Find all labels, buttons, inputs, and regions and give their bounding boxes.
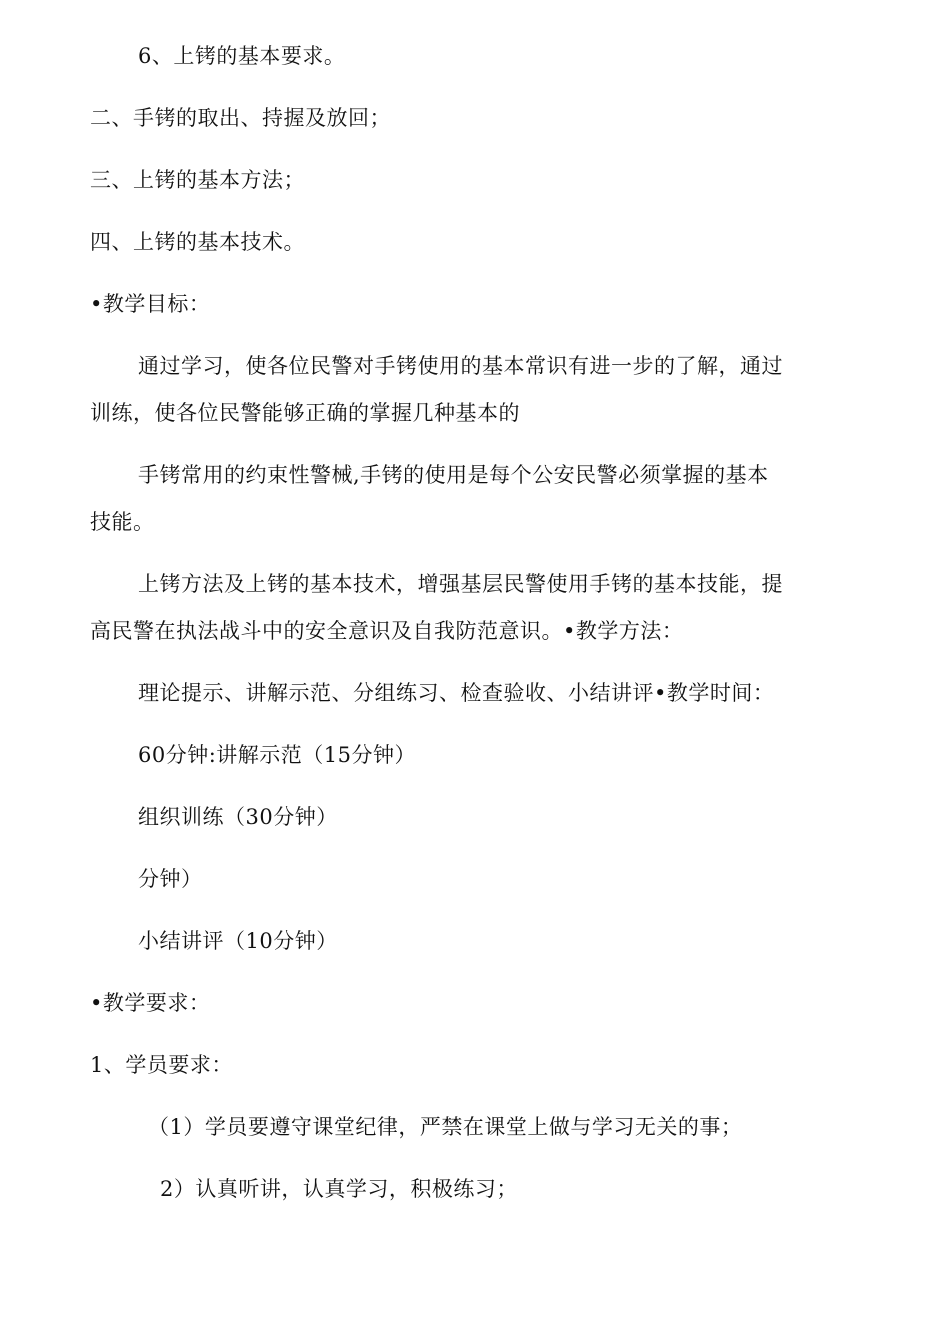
text-line: 分钟）	[138, 867, 203, 891]
text-line: 四、上铐的基本技术。	[90, 230, 305, 254]
text-line: 通过学习，使各位民警对手铐使用的基本常识有进一步的了解，通过	[138, 354, 783, 378]
text-line: 二、手铐的取出、持握及放回；	[90, 106, 391, 130]
text-line: 1、学员要求：	[90, 1053, 233, 1077]
text-line: 三、上铐的基本方法；	[90, 168, 305, 192]
text-line: 60分钟:讲解示范（15分钟）	[138, 743, 417, 767]
text-line: 理论提示、讲解示范、分组练习、检查验收、小结讲评•教学时间：	[138, 681, 775, 705]
text-line: 上铐方法及上铐的基本技术，增强基层民警使用手铐的基本技能，提	[138, 572, 783, 596]
text-line: （1）学员要遵守课堂纪律，严禁在课堂上做与学习无关的事；	[148, 1115, 743, 1139]
text-line: 小结讲评（10分钟）	[138, 929, 338, 953]
text-line: 2）认真听讲，认真学习，积极练习；	[160, 1177, 518, 1201]
text-line: 6、上铐的基本要求。	[138, 44, 346, 68]
section-heading: •教学目标：	[90, 292, 211, 316]
text-line: 高民警在执法战斗中的安全意识及自我防范意识。•教学方法：	[90, 619, 684, 643]
text-line: 组织训练（30分钟）	[138, 805, 338, 829]
section-heading: •教学要求：	[90, 991, 211, 1015]
text-line: 技能。	[90, 510, 155, 534]
text-line: 训练，使各位民警能够正确的掌握几种基本的	[90, 401, 520, 425]
text-line: 手铐常用的约束性警械,手铐的使用是每个公安民警必须掌握的基本	[138, 463, 769, 487]
